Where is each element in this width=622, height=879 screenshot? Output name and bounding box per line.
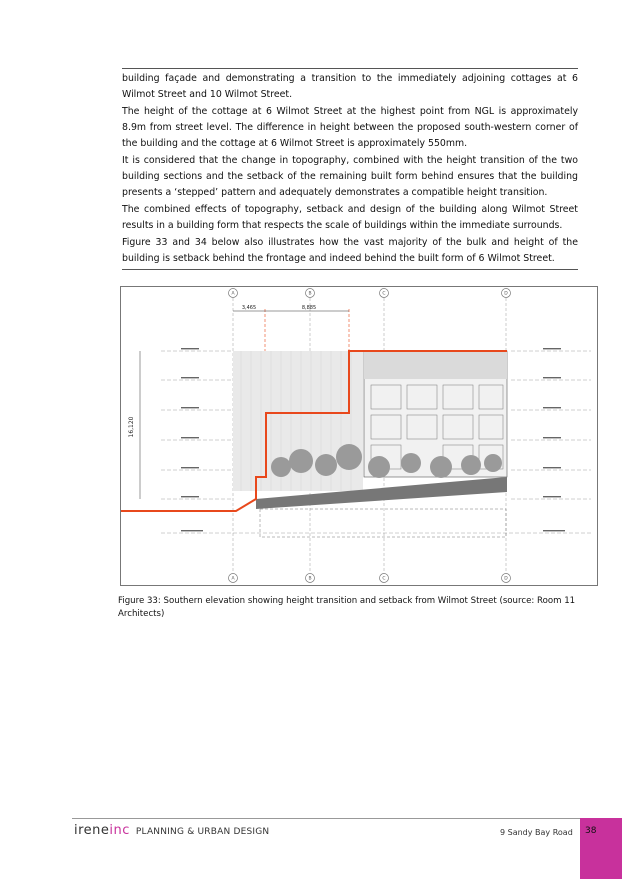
level-tag: [181, 348, 199, 349]
elevation-drawing: [120, 286, 598, 586]
tree: [368, 456, 390, 478]
tree: [315, 454, 337, 476]
brand-tagline: PLANNING & URBAN DESIGN: [135, 827, 270, 837]
footer-address: 9 Sandy Bay Road: [500, 828, 573, 837]
figure-caption: Figure 33: Southern elevation showing height transition and setback from Wilmot Street (source: Room 11 Architects): [118, 596, 576, 619]
grid-label-d-top: D: [504, 291, 508, 297]
level-tag: [181, 377, 199, 378]
level-tag: [181, 530, 203, 531]
level-tag: [181, 437, 199, 438]
paragraph: It is considered that the change in topography, combined with the height transition of the two building sections and the setback of the remaining built form behind ensures that the building presents a ‘stepped’ pattern and adequately demonstrates a compatible height transition.: [122, 155, 578, 198]
brand-logo: [74, 823, 269, 838]
grid-label-d-bottom: D: [504, 576, 508, 582]
basement-outline: [260, 509, 506, 537]
level-tag: [543, 437, 561, 438]
tree: [430, 456, 452, 478]
tree: [484, 454, 502, 472]
level-tag: [181, 496, 199, 497]
footer-rule: [72, 818, 622, 819]
elevation-svg: [121, 287, 597, 585]
dimension-label: 3,465: [241, 305, 257, 311]
level-tag: [543, 348, 561, 349]
tree: [461, 455, 481, 475]
tree: [401, 453, 421, 473]
level-tag: [181, 467, 199, 468]
paragraph: Figure 33 and 34 below also illustrates how the vast majority of the bulk and height of the building is setback behind the frontage and indeed behind the built form of 6 Wilmot Street.: [122, 237, 578, 264]
level-tag: [543, 377, 561, 378]
brand-part1: irene: [74, 823, 110, 838]
grid-label-c-top: C: [382, 291, 386, 297]
page-number: 38: [585, 826, 597, 836]
level-tag: [543, 496, 561, 497]
grid-label-a-bottom: A: [231, 576, 235, 582]
paragraph: building façade and demonstrating a transition to the immediately adjoining cottages at 6 Wilmot Street and 10 Wilmot Street.: [122, 73, 578, 100]
tree: [271, 457, 291, 477]
level-tag: [543, 530, 565, 531]
top-rule: [122, 68, 578, 69]
tree: [336, 444, 362, 470]
bottom-rule: [122, 269, 578, 270]
height-dimension-label: 16,120: [128, 416, 135, 438]
paragraph: The combined effects of topography, setback and design of the building along Wilmot Street results in a building form that respects the scale of buildings within the immediate surrounds.: [122, 204, 578, 231]
grid-label-b-top: B: [308, 291, 312, 297]
tree: [289, 449, 313, 473]
roof-band: [364, 351, 507, 379]
level-tag: [181, 407, 199, 408]
grid-label-a-top: A: [231, 291, 235, 297]
level-tag: [543, 407, 561, 408]
level-tag: [543, 467, 561, 468]
paragraph: The height of the cottage at 6 Wilmot Street at the highest point from NGL is approximately 8.9m from street level. The difference in height between the proposed south-western corner of the building and the cottage at 6 Wilmot Street is approximately 550mm.: [122, 106, 578, 149]
grid-label-c-bottom: C: [382, 576, 386, 582]
body-text: [122, 68, 578, 270]
dimension-label: 8,885: [301, 305, 317, 311]
brand-part2: inc: [109, 823, 130, 838]
grid-label-b-bottom: B: [308, 576, 312, 582]
